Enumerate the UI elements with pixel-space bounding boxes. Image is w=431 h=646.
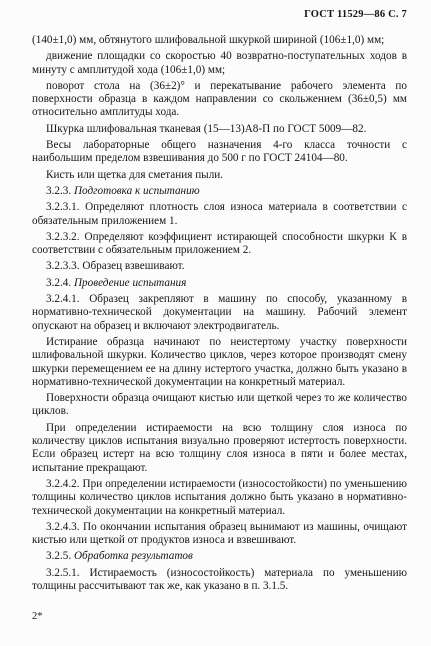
paragraph: 3.2.3.1. Определяют плотность слоя износа материала в соответствии с обязательным приложением 1. [32, 201, 407, 227]
paragraph: Кисть или щетка для сметания пыли. [46, 168, 224, 181]
section-title: Обработка результатов [73, 550, 193, 563]
section-heading [46, 277, 407, 290]
paragraph: При определении истираемости на всю толщину слоя износа по количеству циклов испытания визуально проверяют истертость поверхности. Если образец истерт на всю толщину слоя износа в пяти и более местах, испытание прекращают. [32, 421, 407, 474]
sheet-mark: 2* [32, 611, 43, 622]
running-header: ГОСТ 11529—86 С. 7 [304, 9, 407, 20]
paragraph: Шкурка шлифовальная тканевая (15—13)А8-П по ГОСТ 5009—82. [46, 122, 367, 135]
paragraph: поворот стола на (36±2)° и перекатывание рабочего элемента по поверхности образца в каждом направлении со скольжением (36±0,5) мм относительно амплитуды хода. [32, 79, 407, 119]
paragraph: 3.2.5.1. Истираемость (износостойкость) материала по уменьшению толщины рассчитывают так же, как указано в п. 3.1.5. [32, 566, 407, 592]
paragraph: 3.2.4.1. Образец закрепляют в машину по способу, указанному в нормативно-технической документации на машину. Рабочий элемент опускают на образец и включают электродвигатель. [32, 293, 407, 332]
section-title: Подготовка к испытанию [73, 184, 200, 197]
paragraph: 3.2.4.3. По окончании испытания образец вынимают из машины, очищают кистью или щеткой от продуктов износа и взвешивают. [32, 520, 407, 547]
paragraph: 3.2.4.2. При определении истираемости (износостойкости) по уменьшению толщины количество циклов испытания должно быть указано в нормативно-технической документации на конкретный материал. [32, 477, 407, 517]
paragraph: 3.2.3.3. Образец взвешивают. [46, 260, 185, 273]
paragraph: Истирание образца начинают по неистертому участку поверхности шлифовальной шкурки. Количество циклов, через которое производят смену шкурки перемещением ее на длину истертого участка, должно быть указано в нормативно-технической документации на конкретный материал. [32, 335, 407, 388]
paragraph: движение площадки со скоростью 40 возвратно-поступательных ходов в минуту с амплитудой хода (106±1,0) мм; [32, 50, 407, 76]
section-heading [46, 550, 407, 563]
section-number: 3.2.3. [46, 184, 72, 197]
paragraph: Поверхности образца очищают кистью или щеткой через то же количество циклов. [32, 392, 407, 418]
section-heading [46, 185, 407, 198]
paragraph: Весы лабораторные общего назначения 4-го класса точности с наибольшим пределом взвешивания до 500 г по ГОСТ 24104—80. [32, 139, 407, 165]
section-title: Проведение испытания [73, 276, 187, 289]
document-body [32, 34, 407, 596]
section-number: 3.2.4. [46, 276, 72, 289]
paragraph: 3.2.3.2. Определяют коэффициент истирающей способности шкурки К в соответствии с обязательным приложением 2. [32, 230, 407, 257]
paragraph: (140±1,0) мм, обтянутого шлифовальной шкуркой шириной (106±1,0) мм; [32, 34, 385, 46]
section-number: 3.2.5. [46, 550, 72, 563]
